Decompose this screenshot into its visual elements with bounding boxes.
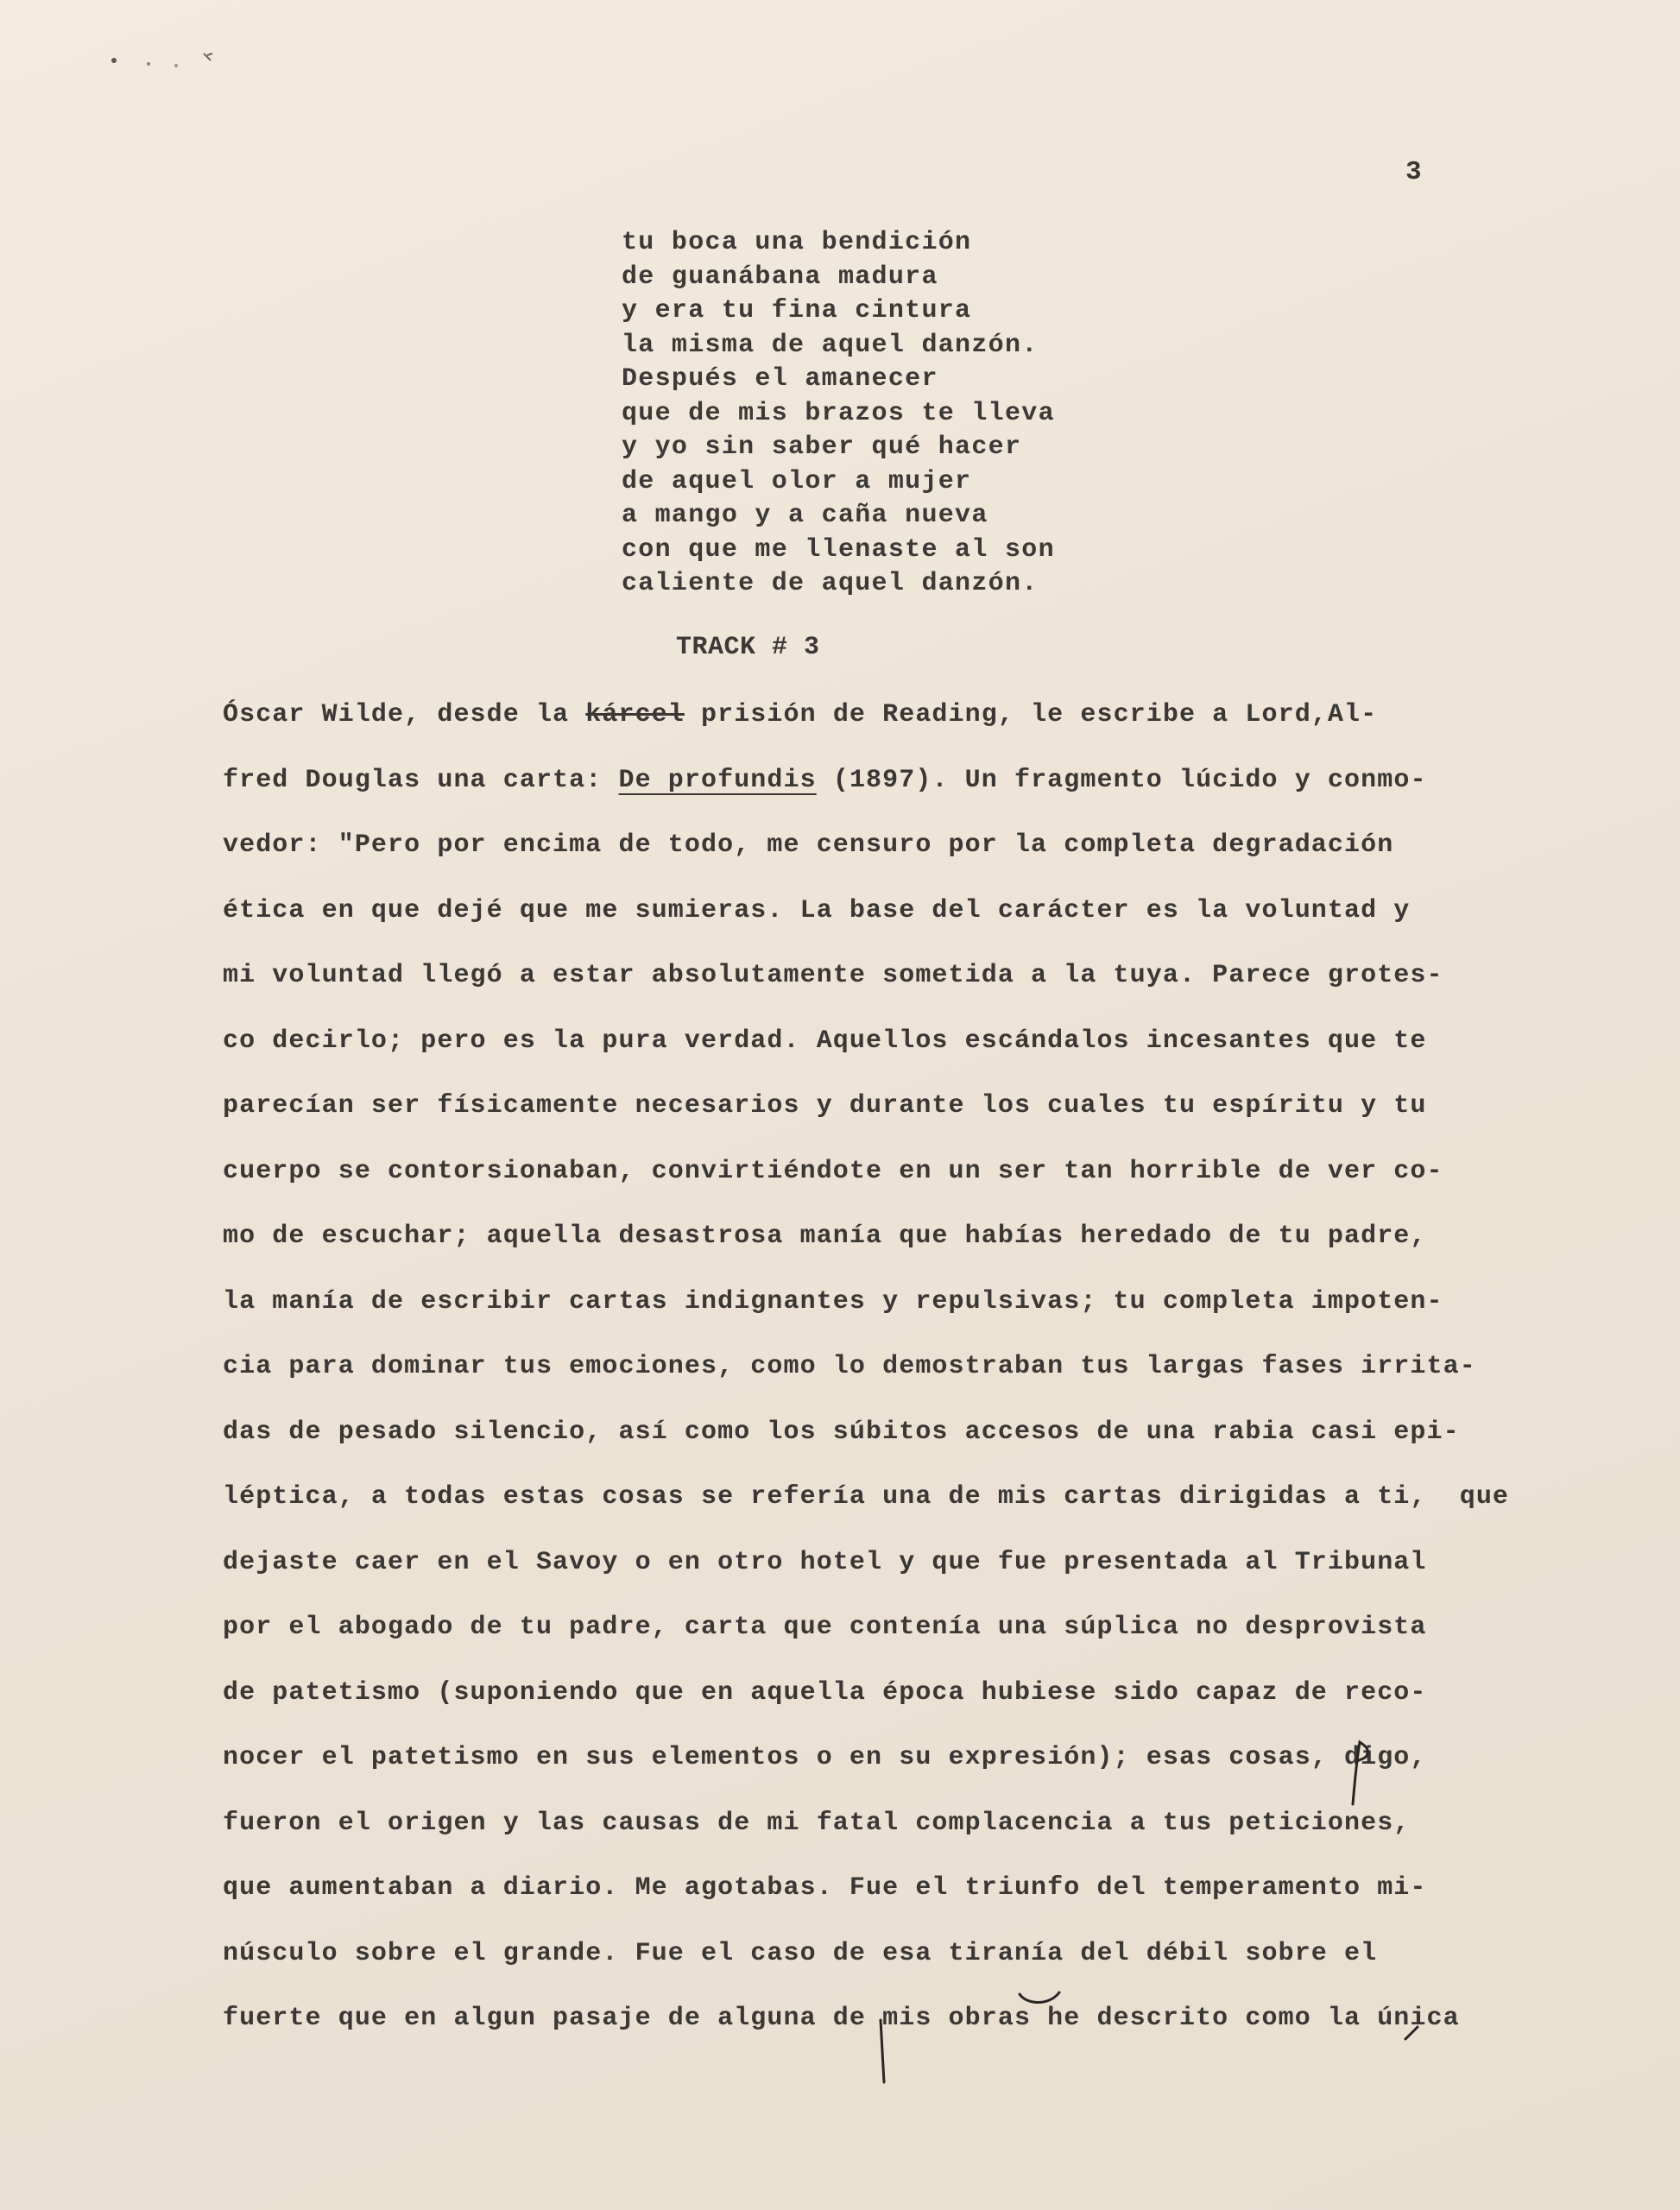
prose-line: de patetismo (suponiendo que en aquella época hubiese sido capaz de reco-	[223, 1677, 1427, 1708]
prose-line: cia para dominar tus emociones, como lo demostraban tus largas fases irrita-	[223, 1352, 1476, 1381]
prose-text: prisión de Reading, le escribe a Lord,Al-	[684, 700, 1378, 729]
prose-line: la manía de escribir cartas indignantes y repulsivas; tu completa impoten-	[223, 1286, 1443, 1317]
poem-line: tu boca una bendición	[622, 228, 972, 257]
prose-line: que aumentaban a diario. Me agotabas. Fue el triunfo del temperamento mi-	[223, 1873, 1427, 1903]
poem-line: de guanábana madura	[622, 262, 938, 292]
prose-body	[223, 698, 1552, 2067]
prose-line: fuerte que en algun pasaje de alguna de mis obras he descrito como la única	[223, 2004, 1460, 2033]
prose-line: ética en que dejé que me sumieras. La base del carácter es la voluntad y	[223, 895, 1411, 925]
poem-line: a mango y a caña nueva	[622, 501, 988, 530]
struck-word: kárcel	[585, 700, 685, 729]
prose-text: Óscar Wilde, desde la	[223, 700, 586, 729]
poem-line: de aquel olor a mujer	[622, 466, 972, 496]
prose-line: núsculo sobre el grande. Fue el caso de esa tiranía del débil sobre el	[223, 1938, 1378, 1968]
prose-line: mo de escuchar; aquella desastrosa manía que habías heredado de tu padre,	[223, 1222, 1427, 1251]
poem-line: que de mis brazos te lleva	[622, 398, 1055, 428]
poem-line: caliente de aquel danzón.	[622, 569, 1039, 598]
poem-line: y era tu fina cintura	[622, 296, 972, 325]
prose-line: co decirlo; pero es la pura verdad. Aquellos escándalos incesantes que te	[223, 1026, 1427, 1056]
prose-line	[223, 698, 1552, 763]
poem-line: y yo sin saber qué hacer	[622, 433, 1022, 462]
prose-line: das de pesado silencio, así como los súbitos accesos de una rabia casi epi-	[223, 1417, 1460, 1447]
poem-stanza	[622, 226, 1055, 602]
prose-line: dejaste caer en el Savoy o en otro hotel y que fue presentada al Tribunal	[223, 1547, 1427, 1577]
poem-line: la misma de aquel danzón.	[622, 330, 1039, 360]
prose-line: cuerpo se contorsionaban, convirtiéndote en un ser tan horrible de ver co-	[223, 1156, 1443, 1186]
prose-text: fred Douglas una carta:	[223, 765, 619, 795]
prose-text: (1897). Un fragmento lúcido y conmo-	[816, 765, 1427, 795]
book-title: De profundis	[618, 765, 817, 795]
poem-line: Después el amanecer	[622, 364, 938, 394]
prose-line: mi voluntad llegó a estar absolutamente sometida a la tuya. Parece grotes-	[223, 961, 1443, 990]
section-heading: TRACK # 3	[676, 633, 820, 662]
page-number: 3	[1405, 157, 1422, 187]
prose-line: por el abogado de tu padre, carta que contenía una súplica no desprovista	[223, 1613, 1427, 1642]
prose-line: léptica, a todas estas cosas se refería una de mis cartas dirigidas a ti, que	[223, 1482, 1510, 1512]
paper-specks	[104, 48, 224, 83]
poem-line: con que me llenaste al son	[622, 534, 1055, 565]
prose-line: fueron el origen y las causas de mi fatal complacencia a tus peticiones,	[223, 1808, 1411, 1838]
prose-line	[223, 763, 1552, 829]
prose-line: nocer el patetismo en sus elementos o en su expresión); esas cosas, digo,	[223, 1743, 1427, 1772]
prose-line: parecían ser físicamente necesarios y durante los cuales tu espíritu y tu	[223, 1091, 1427, 1121]
prose-line: vedor: "Pero por encima de todo, me censuro por la completa degradación	[223, 830, 1394, 860]
